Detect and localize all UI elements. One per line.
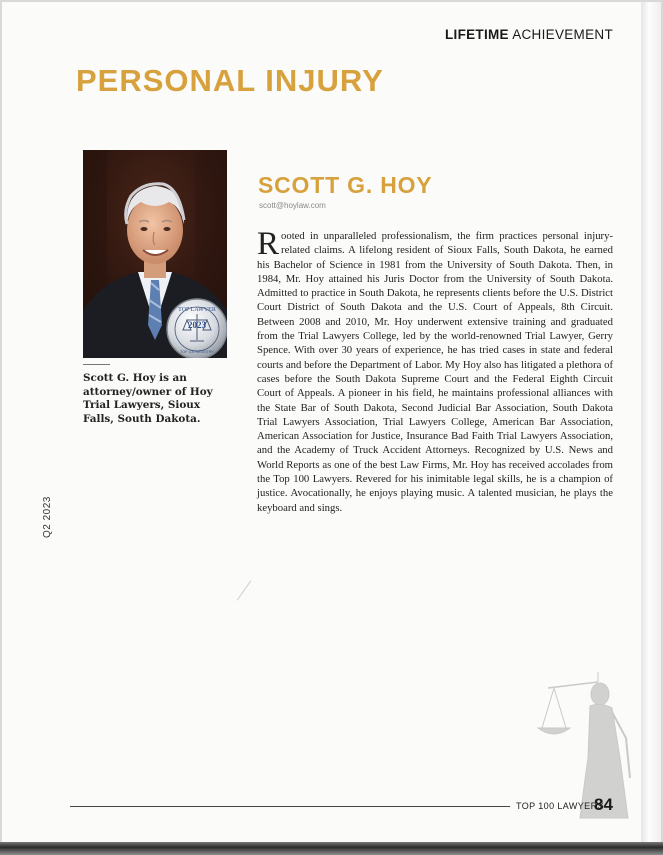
lawyer-name: SCOTT G. HOY — [258, 172, 433, 198]
section-label-rest: ACHIEVEMENT — [512, 27, 613, 42]
caption-rule — [83, 364, 110, 365]
scan-bottom-edge — [0, 842, 663, 855]
portrait-photo — [83, 150, 227, 358]
footer-brand: TOP 100 LAWYERS — [516, 801, 604, 811]
photo-caption: Scott G. Hoy is an attorney/owner of Hoy Trial Lawyers, Sioux Falls, South Dakota. — [83, 372, 213, 426]
badge-year: 2023 — [188, 320, 206, 330]
lady-justice-watermark — [528, 668, 640, 823]
page-number: 84 — [594, 795, 613, 814]
badge-top-text: TOP LAWYER — [178, 307, 216, 313]
badge-bottom-text: TOP 100 REGISTRY — [180, 350, 214, 354]
lawyer-email[interactable]: scott@hoylaw.com — [259, 201, 326, 210]
footer-rule — [70, 806, 510, 807]
page-edge — [641, 2, 661, 842]
biography-text: Rooted in unparalleled professionalism, the firm practices personal injury-related claims. A lifelong resident of Sioux Falls, South Dakota, he earned his Bachelor of Science in 1981 from the University of South Dakota. Then, in 1984, Mr. Hoy attained his Juris Doctor from the University of South Dakota. Admitted to practice in South Dakota, he represents clients before the U.S. District Court District of South Dakota and the U.S. Court of Appeals, 8th Circuit. Between 2008 and 2010, Mr. Hoy underwent extensive training and graduated from the Trial Lawyers College, led by the world-renowned Trial Lawyer, Gerry Spence. With over 30 years of experience, he has tried cases in state and federal courts and before the Department of Labor. My Hoy also has litigated a plethora of cases before the South Dakota Supreme Court and the Federal Eighth Circuit Court of Appeals. A pioneer in his field, he maintains professional alliances with the State Bar of South Dakota, Second Judicial Bar Association, South Dakota Trial Lawyers Association, Trial Lawyers College, American Bar Association, American Association for Justice, Insurance Bad Faith Trial Lawyers Association, and the Academy of Truck Accident Attorneys. Recognized by U.S. News and World Reports as one of the best Law Firms, Mr. Hoy has received accolades from the Top 100 Lawyers. Revered for his inimitable legal skills, he is a champion of justice. Avocationally, he enjoys playing music. A talented musician, he plays the keyboard and sings. — [257, 226, 613, 514]
section-label-strong: LIFETIME — [444, 27, 509, 42]
category-title: PERSONAL INJURY — [76, 63, 384, 98]
section-label — [445, 27, 613, 42]
issue-date: Q2 2023 — [42, 496, 53, 538]
